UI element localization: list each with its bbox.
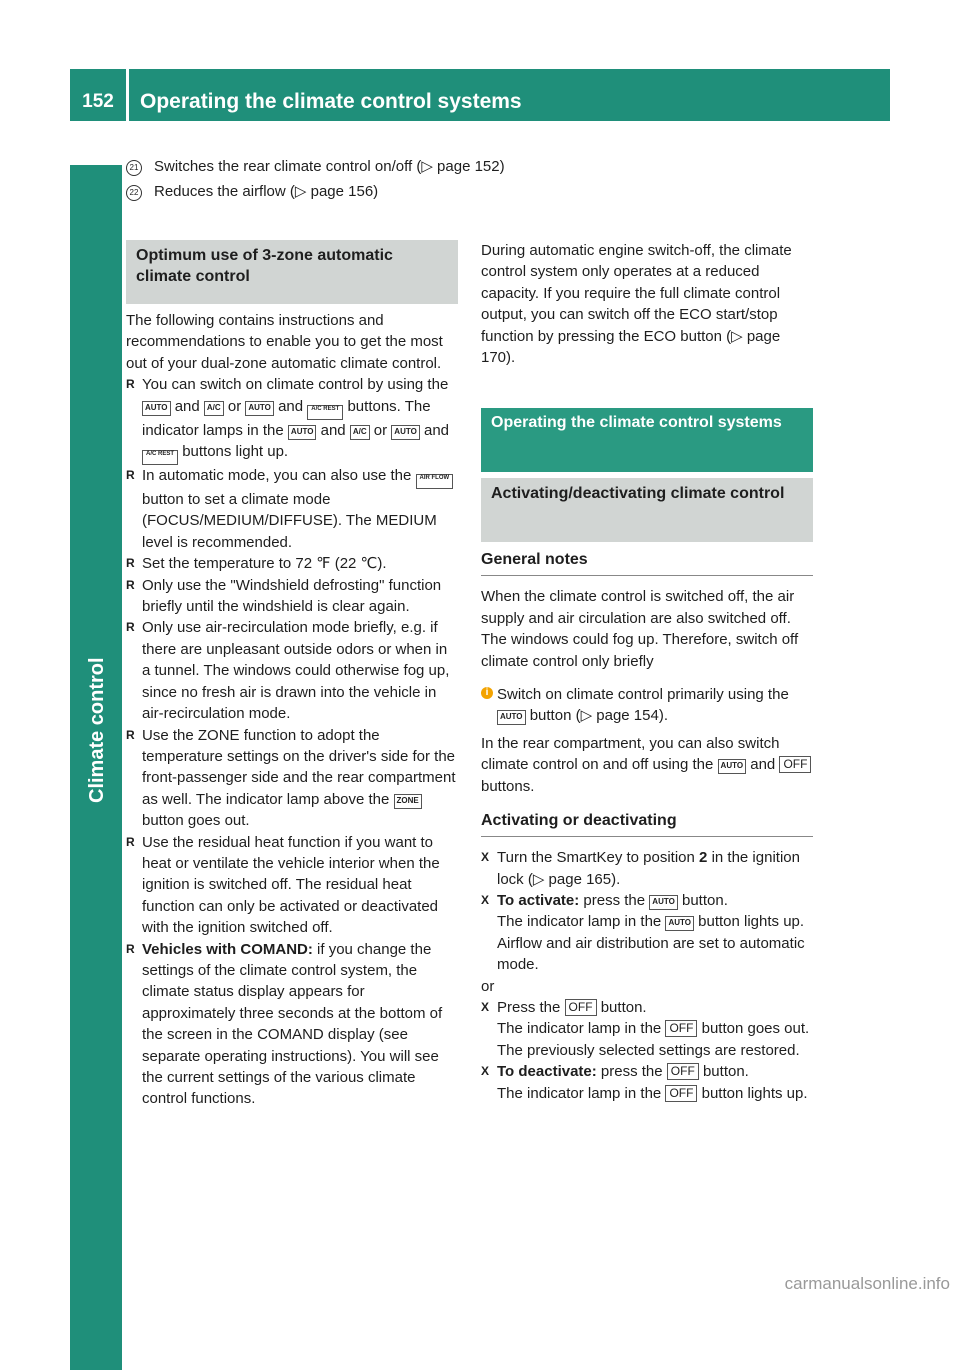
- page-title: Operating the climate control systems: [140, 90, 522, 113]
- eco-paragraph: During automatic engine switch-off, the climate control system only operates at a reduced capacity. If you require the full climate control output, you can switch off the ECO start/stop function by pressing the ECO button (▷ page 170).: [481, 242, 792, 367]
- zone-key-icon: ZONE: [394, 794, 422, 809]
- off-key-icon: OFF: [779, 756, 811, 773]
- auto-key-icon: AUTO: [718, 759, 747, 774]
- ac-rest-key-icon: A/C REST: [307, 405, 343, 420]
- header-divider: [126, 69, 129, 121]
- item-text: Switches the rear climate control on/off (▷ page 152): [154, 158, 505, 175]
- info-note: i Switch on climate control primarily using the AUTO button (▷ page 154).: [481, 684, 813, 727]
- ac-rest-key-icon: A/C REST: [142, 450, 178, 465]
- activating-heading: Activating or deactivating: [481, 809, 813, 837]
- list-item: R Vehicles with COMAND: if you change the settings of the climate control system, the climate status display appears for approximately three seconds at the bottom of the screen in the COMAND display (see separate operating instructions). You will see the current settings of the various climate control functions.: [126, 939, 458, 1110]
- step-item: X To deactivate: press the OFF button. The indicator lamp in the OFF button lights up.: [481, 1061, 813, 1104]
- page-number: 152: [82, 91, 114, 112]
- section-heading: Operating the climate control systems: [481, 408, 813, 472]
- section-heading: Optimum use of 3-zone automatic climate control: [126, 240, 458, 304]
- list-item: R You can switch on climate control by using the AUTO and A/C or AUTO and A/C REST buttons. The indicator lamps in the AUTO and A/C or AUTO and A/C REST buttons light up.: [126, 374, 458, 465]
- ac-key-icon: A/C: [350, 425, 370, 440]
- step-item: X Turn the SmartKey to position 2 in the ignition lock (▷ page 165).: [481, 847, 813, 890]
- callout-number: 22: [126, 185, 142, 201]
- list-item: R Use the ZONE function to adopt the temperature settings on the driver's side for the front-passenger side and the rear compartment as well. The indicator lamp above the ZONE button goes out.: [126, 725, 458, 832]
- auto-key-icon: AUTO: [649, 895, 678, 910]
- list-item: R Only use air-recirculation mode briefly, e.g. if there are unpleasant outside odors or when in a tunnel. The windows could otherwise fog up, since no fresh air is drawn into the vehicle in air-recirculation mode.: [126, 617, 458, 724]
- list-item: [126, 182, 378, 202]
- subsection-heading: Activating/deactivating climate control: [481, 478, 813, 542]
- auto-key-icon: AUTO: [245, 401, 274, 416]
- left-column: [126, 240, 458, 1110]
- list-item: R In automatic mode, you can also use the AIR FLOW button to set a climate mode (FOCUS/MEDIUM/DIFFUSE). The MEDIUM level is recommended.: [126, 465, 458, 553]
- side-tab-label: Climate control: [86, 657, 108, 803]
- step-item: X Press the OFF button. The indicator lamp in the OFF button goes out. The previously selected settings are restored.: [481, 997, 813, 1061]
- list-item: R Use the residual heat function if you want to heat or ventilate the vehicle interior when the ignition is switched off. The residual heat function can only be activated or deactivated with the ignition switched off.: [126, 832, 458, 939]
- rear-note: In the rear compartment, you can also switch climate control on and off using the AUTO and OFF buttons.: [481, 733, 813, 797]
- auto-key-icon: AUTO: [391, 425, 420, 440]
- air-flow-key-icon: AIR FLOW: [416, 474, 454, 489]
- auto-key-icon: AUTO: [665, 916, 694, 931]
- intro-text: The following contains instructions and recommendations to enable you to get the most out of your dual-zone automatic climate control.: [126, 312, 443, 372]
- off-key-icon: OFF: [665, 1085, 697, 1102]
- off-key-icon: OFF: [665, 1020, 697, 1037]
- off-key-icon: OFF: [565, 999, 597, 1016]
- watermark: carmanualsonline.info: [784, 1274, 950, 1293]
- info-icon: i: [481, 687, 493, 699]
- item-text: Reduces the airflow (▷ page 156): [154, 183, 379, 200]
- callout-number: 21: [126, 160, 142, 176]
- general-notes-heading: General notes: [481, 548, 813, 576]
- general-notes-text: When the climate control is switched off, the air supply and air circulation are also switched off. The windows could fog up. Therefore, switch off climate control only briefly: [481, 588, 799, 670]
- list-item: R Set the temperature to 72 ‌℉ (22 ℃).: [126, 553, 458, 574]
- off-key-icon: OFF: [667, 1063, 699, 1080]
- right-column: [481, 240, 813, 1104]
- ac-key-icon: A/C: [204, 401, 224, 416]
- auto-key-icon: AUTO: [142, 401, 171, 416]
- list-item: R Only use the "Windshield defrosting" function briefly until the windshield is clear again.: [126, 575, 458, 618]
- auto-key-icon: AUTO: [497, 710, 526, 725]
- list-item: [126, 157, 505, 177]
- or-text: or: [481, 977, 495, 995]
- step-item: X To activate: press the AUTO button. The indicator lamp in the AUTO button lights up. Airflow and air distribution are set to automatic mode.: [481, 890, 813, 976]
- auto-key-icon: AUTO: [288, 425, 317, 440]
